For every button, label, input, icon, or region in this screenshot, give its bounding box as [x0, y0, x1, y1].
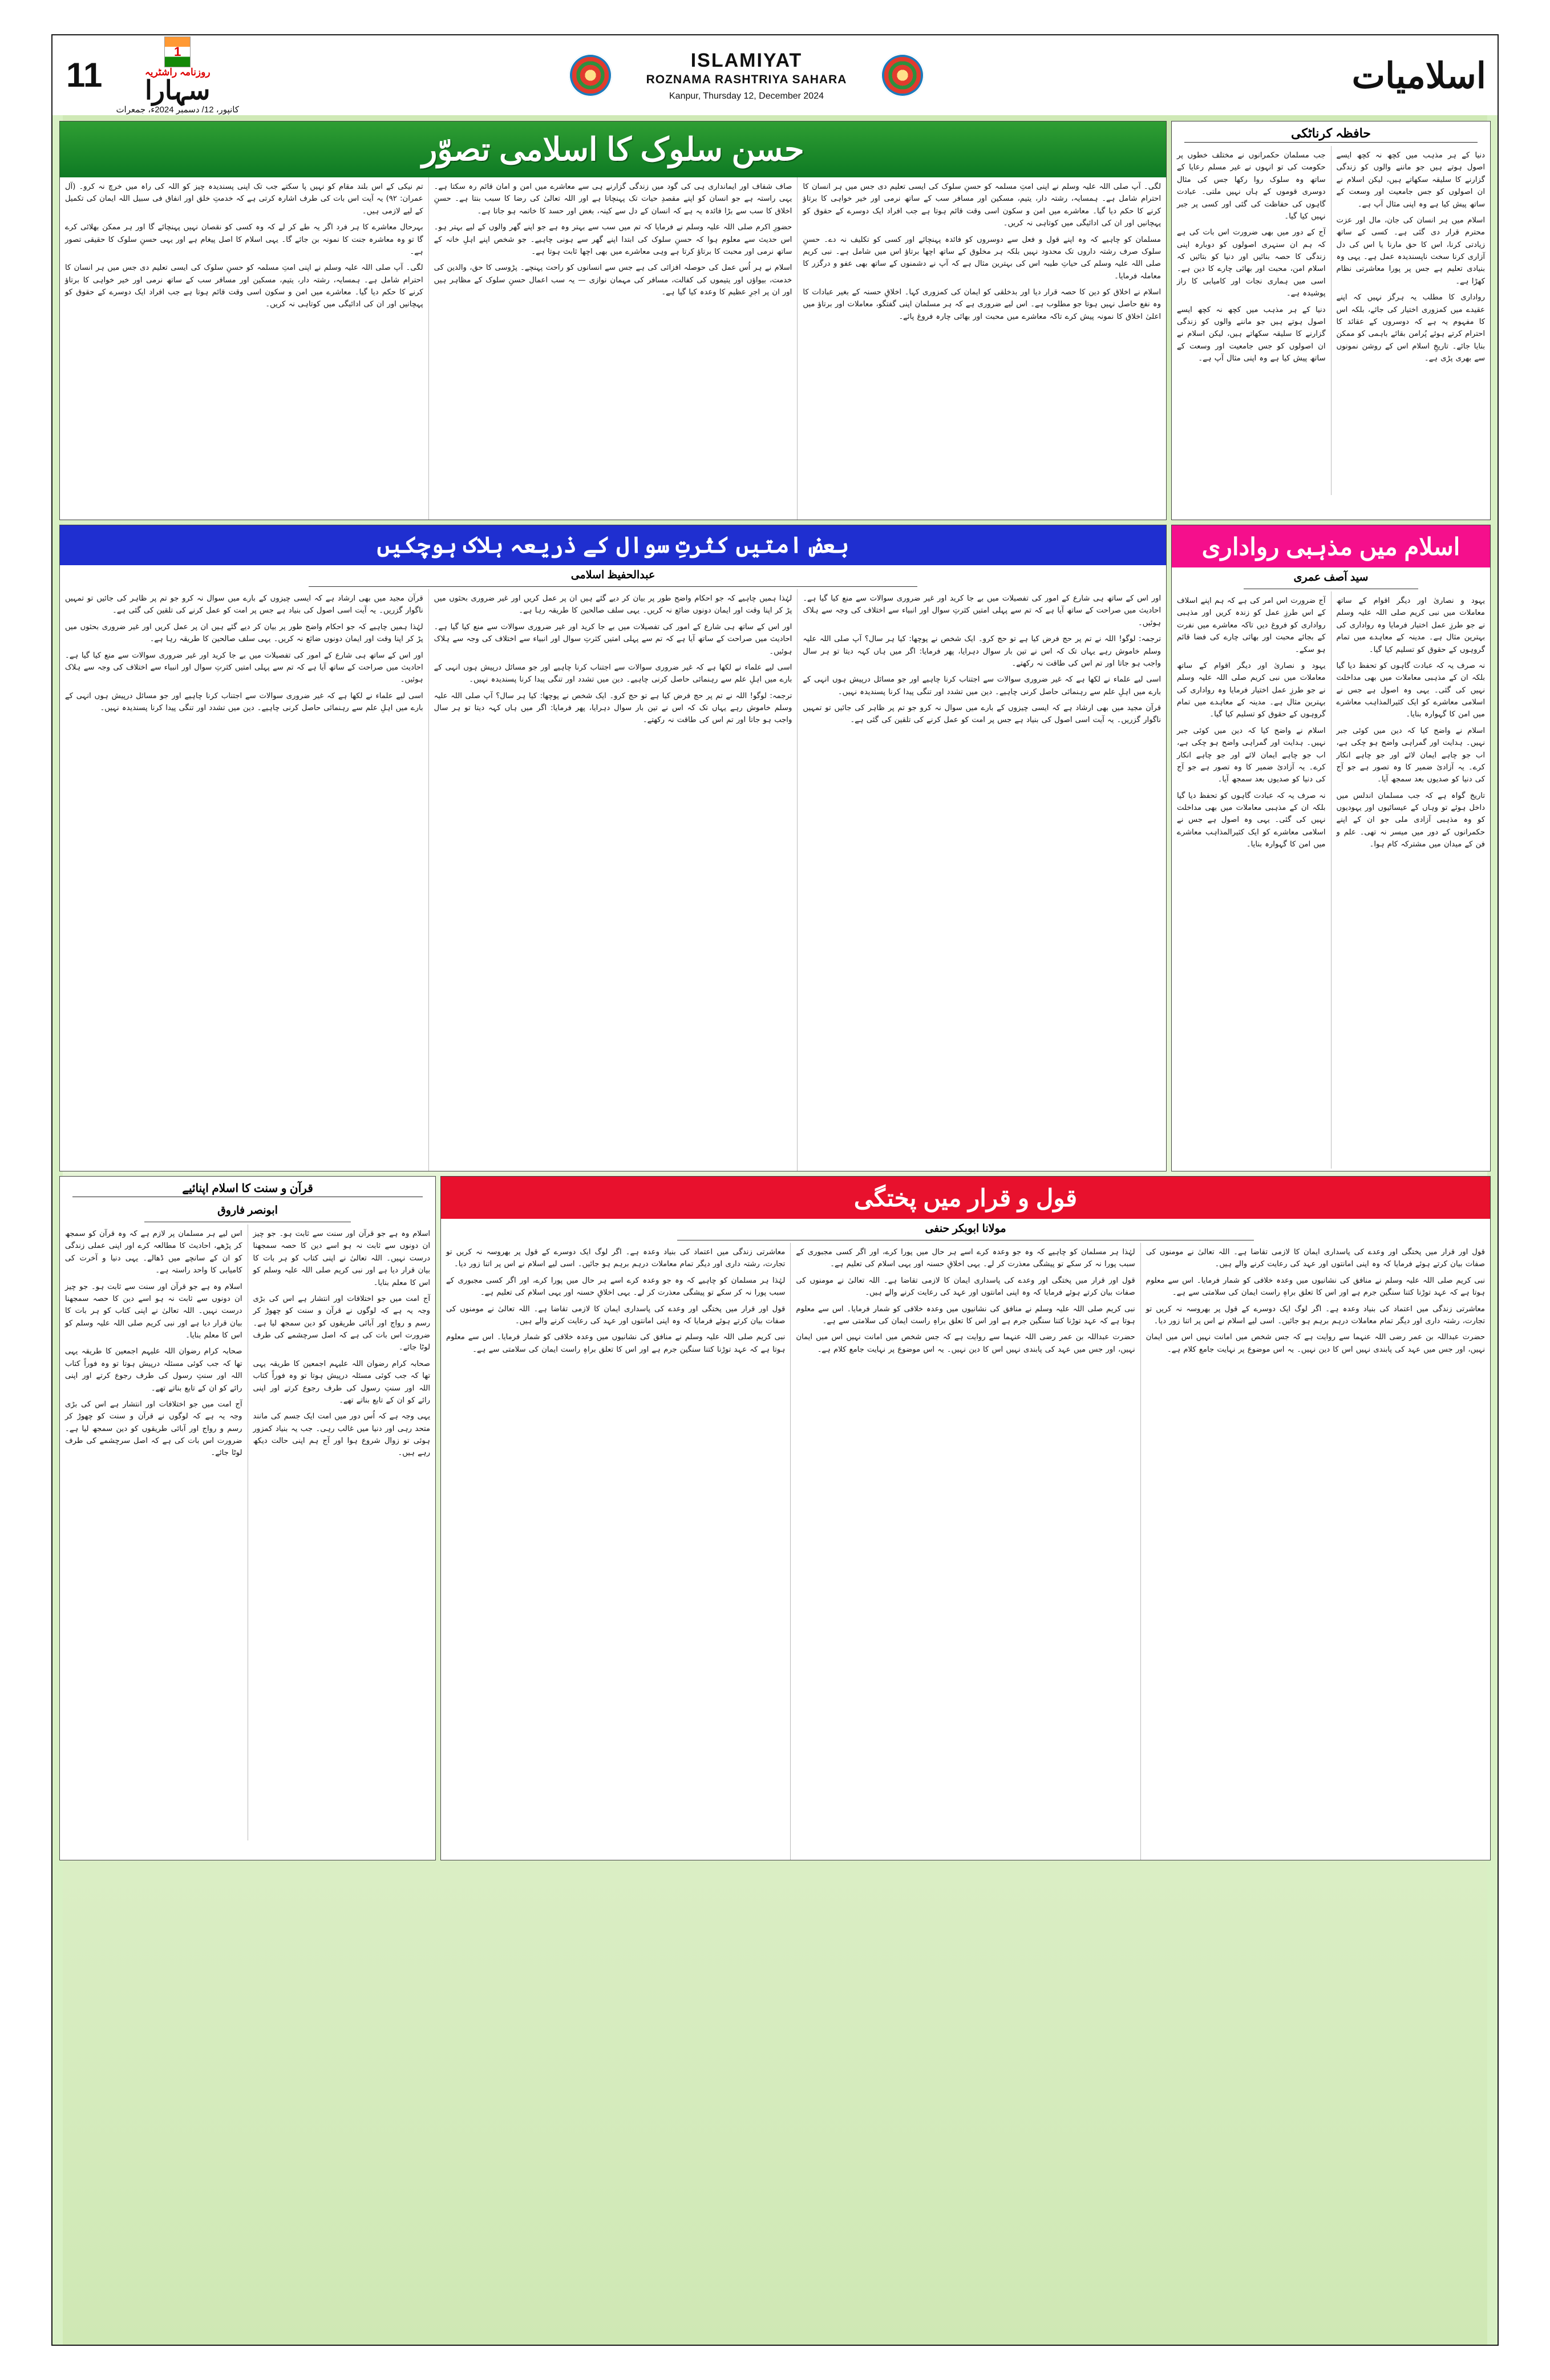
top-row: [59, 121, 1491, 520]
paragraph: اسلام نے واضح کیا کہ دین میں کوئی جبر نہیں۔ ہدایت اور گمراہی واضح ہو چکی ہے، اب جو چاہے ایمان لائے اور جو چاہے انکار کرے۔ یہ آزادیٔ ضمیر کا وہ تصور ہے جو آج کی دنیا کو صدیوں بعد سمجھ آیا۔: [1336, 726, 1485, 784]
red-article-columns: [441, 1243, 1490, 1860]
rosette-ornament-left: [569, 54, 612, 97]
paragraph: اور اس کے ساتھ ہی شارع کے امور کی تفصیلات میں بے جا کرید اور غیر ضروری سوالات سے منع کیا گیا ہے۔ احادیث میں صراحت کے ساتھ آیا ہے کہ تم سے پہلی امتیں کثرتِ سوال اور انبیاء سے اختلاف کی وجہ سے ہلاک ہوئیں۔: [803, 594, 1161, 627]
quran-sunnat-columns: [60, 1225, 435, 1840]
paragraph: قول اور قرار میں پختگی اور وعدے کی پاسداری ایمان کا لازمی تقاضا ہے۔ اللہ تعالیٰ نے مومنوں کی صفات بیان کرتے ہوئے فرمایا کہ وہ اپنی امانتوں اور عہد کی رعایت کرنے والے ہیں۔: [796, 1276, 1135, 1298]
paragraph: صاف شفاف اور ایمانداری ہی کی گود میں زندگی گزارنے ہی سے معاشرے میں امن و امان قائم رہ سکتا ہے۔ یہی راستہ ہے جو انسان کو اپنے مقصدِ حیات تک پہنچاتا ہے اور اللہ تعالیٰ کی رضا کا سبب بنتا ہے۔ حسنِ اخلاق کا سب سے بڑا فائدہ یہ ہے کہ انسان کے دل سے کینہ، بغض اور حسد کا خاتمہ ہو جاتا ہے۔: [434, 183, 792, 216]
hafiz-columns: [1172, 146, 1490, 495]
paragraph: اسلام نے ہر اُس عمل کی حوصلہ افزائی کی ہے جس سے انسانوں کو راحت پہنچے۔ پڑوسی کا حق، والدین کی خدمت، بیواؤں اور یتیموں کی کفالت، مسافر کی مہمان نوازی — یہ سب اعمال حسنِ سلوک کے مظاہر ہیں اور ان پر اجرِ عظیم کا وعدہ کیا گیا ہے۔: [434, 263, 792, 297]
paragraph: معاشرتی زندگی میں اعتماد کی بنیاد وعدہ ہے۔ اگر لوگ ایک دوسرے کے قول پر بھروسہ نہ کریں تو تجارت، رشتہ داری اور دیگر تمام معاملات درہم برہم ہو جائیں۔ اسی لیے اسلام نے اس پر اتنا زور دیا۔: [1146, 1304, 1485, 1325]
article-quran-sunnat: [59, 1176, 436, 1860]
paragraph: اور اس کے ساتھ ہی شارع کے امور کی تفصیلات میں بے جا کرید اور غیر ضروری سوالات سے منع کیا گیا ہے۔ احادیث میں صراحت کے ساتھ آیا ہے کہ تم سے پہلی امتیں کثرتِ سوال اور انبیاء سے اختلاف کی وجہ سے ہلاک ہوئیں۔: [434, 622, 792, 656]
paragraph: آج کے دور میں بھی ضرورت اس بات کی ہے کہ ہم ان سنہری اصولوں کو دوبارہ اپنی زندگی کا حصہ بنائیں اور دنیا کو بتائیں کہ اسلام امن، محبت اور بھائی چارے کا دین ہے۔ اسی میں ہماری نجات اور کامیابی کا راز پوشیدہ ہے۔: [1177, 228, 1326, 298]
middle-row: [59, 525, 1491, 1171]
paragraph: صحابہ کرام رضوان اللہ علیہم اجمعین کا طریقہ یہی تھا کہ جب کوئی مسئلہ درپیش ہوتا تو وہ فوراً کتاب اللہ اور سنتِ رسول کی طرف رجوع کرتے اور اپنی رائے کو ان کے تابع بناتے تھے۔: [65, 1347, 242, 1393]
paragraph: اسلام میں ہر انسان کی جان، مال اور عزت محترم قرار دی گئی ہے۔ کسی کے ساتھ زیادتی کرنا، اس کا حق مارنا یا اس کی دل آزاری کرنا سخت ناپسندیدہ عمل ہے۔ یہی وہ بنیادی تعلیم ہے جس پر پورا معاشرتی نظام کھڑا ہے۔: [1336, 216, 1485, 286]
paragraph: مسلمان کو چاہیے کہ وہ اپنے قول و فعل سے دوسروں کو فائدہ پہنچائے اور کسی کو تکلیف نہ دے۔ حسنِ سلوک صرف رشتہ داروں تک محدود نہیں بلکہ ہر مخلوق کے ساتھ اچھا برتاؤ اس میں شامل ہے۔ نبی کریم صلی اللہ علیہ وسلم کی حیاتِ طیبہ اس کی بہترین مثال ہے کہ آپ نے دشمنوں کے ساتھ بھی عفو و درگزر کا معاملہ فرمایا۔: [803, 235, 1161, 281]
rosette-ornament-right: [881, 54, 924, 97]
paragraph: تم نیکی کے اس بلند مقام کو نہیں پا سکتے جب تک اپنی پسندیدہ چیز کو اللہ کی راہ میں خرچ نہ کرو۔ (آل عمران: ۹۲) یہ آیت اس بات کی طرف اشارہ کرتی ہے کہ خدمتِ خلق اور انفاق فی سبیل اللہ ایمان کی تکمیل کے لیے لازمی ہیں۔: [64, 183, 423, 216]
masthead: [52, 35, 1498, 117]
paragraph: صحابہ کرام رضوان اللہ علیہم اجمعین کا طریقہ یہی تھا کہ جب کوئی مسئلہ درپیش ہوتا تو وہ فوراً کتاب اللہ اور سنتِ رسول کی طرف رجوع کرتے اور اپنی رائے کو ان کے تابع بناتے تھے۔: [253, 1359, 430, 1405]
article-red: [440, 1176, 1491, 1860]
paragraph: دنیا کے ہر مذہب میں کچھ نہ کچھ ایسے اصول ہوتے ہیں جو ماننے والوں کو زندگی گزارنے کا سلیقہ سکھاتے ہیں، لیکن اسلام نے ان اصولوں کو جس جامعیت اور وسعت کے ساتھ پیش کیا ہے وہ اپنی مثال آپ ہے۔: [1336, 151, 1485, 209]
pink-article-columns: [1172, 591, 1490, 1169]
paragraph: اسلام وہ ہے جو قرآن اور سنت سے ثابت ہو۔ جو چیز ان دونوں سے ثابت نہ ہو اسے دین کا حصہ سمجھنا درست نہیں۔ اللہ تعالیٰ نے اپنی کتاب کو ہر بات کا بیان قرار دیا ہے اور نبی کریم صلی اللہ علیہ وسلم کو اس کا معلم بنایا۔: [65, 1282, 242, 1340]
article-column: [1331, 146, 1491, 495]
article-column: [1172, 591, 1331, 1169]
flag-icon: 1: [164, 37, 191, 67]
paragraph: لگی۔ آپ صلی اللہ علیہ وسلم نے اپنی امتِ مسلمہ کو حسنِ سلوک کی ایسی تعلیم دی جس میں ہر انسان کا احترام شامل ہے۔ ہمسایہ، رشتہ دار، یتیم، مسکین اور مسافر سب کے ساتھ نرمی اور خیر خواہی کا برتاؤ کرنے کا حکم دیا گیا۔ معاشرے میں امن و سکون اسی وقت قائم ہوتا ہے جب افراد ایک دوسرے کے حقوق کو پہچانیں اور ان کی ادائیگی میں کوتاہی نہ کریں۔: [64, 263, 423, 309]
logo-top-line: روزنامہ راشٹریہ: [144, 67, 211, 78]
paragraph: حضورِ اکرم صلی اللہ علیہ وسلم نے فرمایا کہ تم میں سب سے بہتر وہ ہے جو اپنے گھر والوں کے لیے بہتر ہو۔ اس حدیث سے معلوم ہوا کہ حسنِ سلوک کی ابتدا اپنے گھر سے ہونی چاہیے۔ جو شخص اپنے اہلِ خانہ کے ساتھ نرمی اور محبت کا برتاؤ کرتا ہے وہی معاشرے میں بھی اچھا ثابت ہوتا ہے۔: [434, 223, 792, 256]
article-hafiz-column: [1171, 121, 1491, 520]
paragraph: دنیا کے ہر مذہب میں کچھ نہ کچھ ایسے اصول ہوتے ہیں جو ماننے والوں کو زندگی گزارنے کا سلیقہ سکھاتے ہیں، لیکن اسلام نے ان اصولوں کو جس جامعیت اور وسعت کے ساتھ پیش کیا ہے وہ اپنی مثال آپ ہے۔: [1177, 305, 1326, 363]
article-column: [797, 177, 1166, 520]
paragraph: اسلام نے اخلاق کو دین کا حصہ قرار دیا اور بدخلقی کو ایمان کی کمزوری کہا۔ اخلاقِ حسنہ کے بغیر عبادات کا وہ نفع حاصل نہیں ہوتا جو مطلوب ہے۔ اس لیے ضروری ہے کہ ہر مسلمان اپنی گفتگو، معاملات اور برتاؤ میں اعلیٰ اخلاق کا نمونہ پیش کرے تاکہ معاشرے میں محبت اور بھائی چارہ فروغ پائے۔: [803, 288, 1161, 321]
paragraph: نہ صرف یہ کہ عبادت گاہوں کو تحفظ دیا گیا بلکہ ان کے مذہبی معاملات میں بھی مداخلت نہیں کی گئی۔ یہی وہ اصول ہے جس نے اسلامی معاشرے کو ایک کثیرالمذاہب معاشرے میں امن کا گہوارہ بنایا۔: [1336, 661, 1485, 719]
bottom-row: [59, 1176, 1491, 1860]
article-column: [1172, 146, 1331, 495]
paragraph: اور اس کے ساتھ ہی شارع کے امور کی تفصیلات میں بے جا کرید اور غیر ضروری سوالات سے منع کیا گیا ہے۔ احادیث میں صراحت کے ساتھ آیا ہے کہ تم سے پہلی امتیں کثرتِ سوال اور انبیاء سے اختلاف کی وجہ سے ہلاک ہوئیں۔: [64, 651, 423, 684]
byline: سید آصف عمری: [1293, 571, 1369, 583]
section-title-en: ISLAMIYAT: [690, 49, 803, 71]
article-column: [441, 1243, 790, 1860]
logo-main-title: سہارا: [144, 75, 211, 105]
divider: [309, 586, 917, 587]
paragraph: حضرت عبداللہ بن عمر رضی اللہ عنہما سے روایت ہے کہ جس شخص میں امانت نہیں اس میں ایمان نہیں، اور جس میں عہد کی پابندی نہیں اس کا دین نہیں۔ یہ اس موضوع پر نہایت جامع کلام ہے۔: [1146, 1333, 1485, 1354]
paragraph: یہود و نصاریٰ اور دیگر اقوام کے ساتھ معاملات میں نبی کریم صلی اللہ علیہ وسلم نے جو طرزِ عمل اختیار فرمایا وہ رواداری کی بہترین مثال ہے۔ مدینہ کے معاہدے میں تمام گروہوں کے حقوق کو تسلیم کیا گیا۔: [1336, 597, 1485, 654]
byline: عبدالحفیظ اسلامی: [570, 569, 655, 581]
page-frame: [51, 34, 1499, 2346]
quran-sunnat-headline: قرآن و سنت کا اسلام اپنائیے: [182, 1182, 313, 1195]
paragraph: اسلام وہ ہے جو قرآن اور سنت سے ثابت ہو۔ جو چیز ان دونوں سے ثابت نہ ہو اسے دین کا حصہ سمجھنا درست نہیں۔ اللہ تعالیٰ نے اپنی کتاب کو ہر بات کا بیان قرار دیا ہے اور نبی کریم صلی اللہ علیہ وسلم کو اس کا معلم بنایا۔: [253, 1230, 430, 1287]
paragraph: قول اور قرار میں پختگی اور وعدے کی پاسداری ایمان کا لازمی تقاضا ہے۔ اللہ تعالیٰ نے مومنوں کی صفات بیان کرتے ہوئے فرمایا کہ وہ اپنی امانتوں اور عہد کی رعایت کرنے والے ہیں۔: [1146, 1248, 1485, 1269]
article-blue: [59, 525, 1167, 1171]
paragraph: لگی۔ آپ صلی اللہ علیہ وسلم نے اپنی امتِ مسلمہ کو حسنِ سلوک کی ایسی تعلیم دی جس میں ہر انسان کا احترام شامل ہے۔ ہمسایہ، رشتہ دار، یتیم، مسکین اور مسافر سب کے ساتھ نرمی اور خیر خواہی کا برتاؤ کرنے کا حکم دیا گیا۔ معاشرے میں امن و سکون اسی وقت قائم ہوتا ہے جب افراد ایک دوسرے کے حقوق کو پہچانیں اور ان کی ادائیگی میں کوتاہی نہ کریں۔: [803, 183, 1161, 228]
byline: ابونصر فاروق: [217, 1205, 278, 1217]
blue-headline: بعض امتیں کثرتِ سوال کے ذریعہ ہلاک ہوچکیں: [60, 525, 1166, 565]
article-column: [60, 177, 428, 520]
masthead-right: [1252, 55, 1498, 96]
masthead-left: [52, 35, 241, 115]
divider: [1184, 142, 1478, 143]
paragraph: اس لیے ہر مسلمان پر لازم ہے کہ وہ قرآن کو سمجھ کر پڑھے، احادیث کا مطالعہ کرے اور اپنی عملی زندگی کو ان کے سانچے میں ڈھالے۔ یہی دنیا و آخرت کی کامیابی کا واحد راستہ ہے۔: [65, 1230, 242, 1275]
byline: مولانا ابوبکر حنفی: [925, 1223, 1006, 1235]
article-pink: [1171, 525, 1491, 1171]
edition-date-en: Kanpur, Thursday 12, December 2024: [669, 91, 824, 102]
paragraph: ترجمہ: لوگو! اللہ نے تم پر حج فرض کیا ہے تو حج کرو۔ ایک شخص نے پوچھا: کیا ہر سال؟ آپ صلی اللہ علیہ وسلم خاموش رہے یہاں تک کہ اس نے تین بار سوال دہرایا، پھر فرمایا: اگر میں ہاں کہہ دیتا تو ہر سال واجب ہو جاتا اور تم اس کی طاقت نہ رکھتے۔: [803, 635, 1161, 668]
paragraph: نہ صرف یہ کہ عبادت گاہوں کو تحفظ دیا گیا بلکہ ان کے مذہبی معاملات میں بھی مداخلت نہیں کی گئی۔ یہی وہ اصول ہے جس نے اسلامی معاشرے کو ایک کثیرالمذاہب معاشرے میں امن کا گہوارہ بنایا۔: [1177, 791, 1326, 849]
paragraph: تاریخ گواہ ہے کہ جب مسلمان اندلس میں داخل ہوئے تو وہاں کے عیسائیوں اور یہودیوں کو وہ مذہبی آزادی ملی جو ان کے اپنے حکمرانوں کے دور میں میسر نہ تھی۔ علم و فن کے میدان میں مشترکہ کام ہوا۔: [1336, 791, 1485, 849]
page-number: 11: [66, 56, 103, 94]
paragraph: نبی کریم صلی اللہ علیہ وسلم نے منافق کی نشانیوں میں وعدہ خلافی کو شمار فرمایا۔ اس سے معلوم ہوتا ہے کہ عہد توڑنا کتنا سنگین جرم ہے اور اس کا تعلق براہِ راست ایمان کی سلامتی سے ہے۔: [1146, 1276, 1485, 1298]
main-article-columns: [60, 177, 1166, 520]
paragraph: لہٰذا ہر مسلمان کو چاہیے کہ وہ جو وعدہ کرے اسے ہر حال میں پورا کرے، اور اگر کسی مجبوری کے سبب پورا نہ کر سکے تو پیشگی معذرت کر لے۔ یہی اخلاقِ حسنہ اور یہی اسلام کی تعلیم ہے۔: [796, 1248, 1135, 1269]
article-column: [797, 589, 1166, 1171]
paragraph: آج امت میں جو اختلافات اور انتشار ہے اس کی بڑی وجہ یہ ہے کہ لوگوں نے قرآن و سنت کو چھوڑ کر رسم و رواج اور آبائی طریقوں کو دین سمجھ لیا ہے۔ ضرورت اس بات کی ہے کہ اصل سرچشمے کی طرف لوٹا جائے۔: [253, 1294, 430, 1352]
blue-article-columns: [60, 589, 1166, 1171]
content-area: [52, 115, 1498, 2345]
masthead-title-block: [646, 48, 847, 103]
logo-date-line: کانپور، 12/ دسمبر 2024ء، جمعرات: [116, 105, 239, 115]
paragraph: آج امت میں جو اختلافات اور انتشار ہے اس کی بڑی وجہ یہ ہے کہ لوگوں نے قرآن و سنت کو چھوڑ کر رسم و رواج اور آبائی طریقوں کو دین سمجھ لیا ہے۔ ضرورت اس بات کی ہے کہ اصل سرچشمے کی طرف لوٹا جائے۔: [65, 1400, 242, 1458]
article-column: [60, 1225, 248, 1840]
article-column: [428, 177, 798, 520]
article-column: [60, 589, 428, 1171]
paragraph: اسی لیے علماء نے لکھا ہے کہ غیر ضروری سوالات سے اجتناب کرنا چاہیے اور جو مسائل درپیش ہوں انہی کے بارے میں اہلِ علم سے رہنمائی حاصل کرنی چاہیے۔ دین میں تشدد اور تنگی پیدا کرنا پسندیدہ نہیں۔: [434, 663, 792, 684]
paragraph: قول اور قرار میں پختگی اور وعدے کی پاسداری ایمان کا لازمی تقاضا ہے۔ اللہ تعالیٰ نے مومنوں کی صفات بیان کرتے ہوئے فرمایا کہ وہ اپنی امانتوں اور عہد کی رعایت کرنے والے ہیں۔: [446, 1304, 786, 1325]
pink-headline: اسلام میں مذہبی رواداری: [1172, 525, 1490, 567]
paragraph: اسی لیے علماء نے لکھا ہے کہ غیر ضروری سوالات سے اجتناب کرنا چاہیے اور جو مسائل درپیش ہوں انہی کے بارے میں اہلِ علم سے رہنمائی حاصل کرنی چاہیے۔ دین میں تشدد اور تنگی پیدا کرنا پسندیدہ نہیں۔: [803, 675, 1161, 696]
paragraph: یہود و نصاریٰ اور دیگر اقوام کے ساتھ معاملات میں نبی کریم صلی اللہ علیہ وسلم نے جو طرزِ عمل اختیار فرمایا وہ رواداری کی بہترین مثال ہے۔ مدینہ کے معاہدے میں تمام گروہوں کے حقوق کو تسلیم کیا گیا۔: [1177, 661, 1326, 719]
paragraph: رواداری کا مطلب یہ ہرگز نہیں کہ اپنے عقیدے میں کمزوری اختیار کی جائے، بلکہ اس کا مفہوم یہ ہے کہ دوسروں کے عقائد کا احترام کرتے ہوئے پُرامن بقائے باہمی کو ممکن بنایا جائے۔ تاریخِ اسلام اس کے روشن نمونوں سے بھری پڑی ہے۔: [1336, 293, 1485, 363]
paragraph: قرآن مجید میں بھی ارشاد ہے کہ ایسی چیزوں کے بارے میں سوال نہ کرو جو تم پر ظاہر کی جائیں تو تمہیں ناگوار گزریں۔ یہ آیت اسی اصول کی بنیاد ہے جس پر امت کو عمل کرنے کی تلقین کی گئی ہے۔: [64, 594, 423, 615]
column-section-title: حافظہ کرناٹکی: [1291, 126, 1371, 140]
article-main-headline: [59, 121, 1167, 520]
masthead-center: [241, 48, 1252, 103]
paper-title-en: ROZNAMA RASHTRIYA SAHARA: [646, 73, 847, 87]
paragraph: نبی کریم صلی اللہ علیہ وسلم نے منافق کی نشانیوں میں وعدہ خلافی کو شمار فرمایا۔ اس سے معلوم ہوتا ہے کہ عہد توڑنا کتنا سنگین جرم ہے اور اس کا تعلق براہِ راست ایمان کی سلامتی سے ہے۔: [446, 1333, 786, 1354]
paragraph: لہٰذا ہمیں چاہیے کہ جو احکام واضح طور پر بیان کر دیے گئے ہیں ان پر عمل کریں اور غیر ضروری بحثوں میں پڑ کر اپنا وقت اور ایمان دونوں ضائع نہ کریں۔ یہی سلف صالحین کا طریقہ رہا ہے۔: [434, 594, 792, 615]
paragraph: جب مسلمان حکمرانوں نے مختلف خطوں پر حکومت کی تو انہوں نے غیر مسلم رعایا کے ساتھ وہ سلوک روا رکھا جس کی مثال دوسری قوموں کے ہاں نہیں ملتی۔ عبادت گاہوں کی حفاظت کی گئی اور کسی پر جبر نہیں کیا گیا۔: [1177, 151, 1326, 221]
paragraph: معاشرتی زندگی میں اعتماد کی بنیاد وعدہ ہے۔ اگر لوگ ایک دوسرے کے قول پر بھروسہ نہ کریں تو تجارت، رشتہ داری اور دیگر تمام معاملات درہم برہم ہو جائیں۔ اسی لیے اسلام نے اس پر اتنا زور دیا۔: [446, 1248, 786, 1269]
paragraph: قرآن مجید میں بھی ارشاد ہے کہ ایسی چیزوں کے بارے میں سوال نہ کرو جو تم پر ظاہر کی جائیں تو تمہیں ناگوار گزریں۔ یہ آیت اسی اصول کی بنیاد ہے جس پر امت کو عمل کرنے کی تلقین کی گئی ہے۔: [803, 704, 1161, 725]
publication-logo: [116, 37, 239, 114]
paragraph: آج ضرورت اس امر کی ہے کہ ہم اپنے اسلاف کے اس طرزِ عمل کو زندہ کریں اور مذہبی رواداری کو فروغ دیں تاکہ معاشرے میں نفرت کے بجائے محبت اور بھائی چارے کی فضا قائم ہو سکے۔: [1177, 597, 1326, 654]
article-column: [1140, 1243, 1490, 1860]
paragraph: نبی کریم صلی اللہ علیہ وسلم نے منافق کی نشانیوں میں وعدہ خلافی کو شمار فرمایا۔ اس سے معلوم ہوتا ہے کہ عہد توڑنا کتنا سنگین جرم ہے اور اس کا تعلق براہِ راست ایمان کی سلامتی سے ہے۔: [796, 1304, 1135, 1325]
paragraph: یہی وجہ ہے کہ اُس دور میں امت ایک جسم کی مانند متحد رہی اور دنیا میں غالب رہی۔ جب یہ بنیاد کمزور ہوئی تو زوال شروع ہوا اور آج ہم اپنی حالت دیکھ رہے ہیں۔: [253, 1412, 430, 1458]
paragraph: حضرت عبداللہ بن عمر رضی اللہ عنہما سے روایت ہے کہ جس شخص میں امانت نہیں اس میں ایمان نہیں، اور جس میں عہد کی پابندی نہیں اس کا دین نہیں۔ یہ اس موضوع پر نہایت جامع کلام ہے۔: [796, 1333, 1135, 1354]
section-title-ur: اسلامیات: [1351, 56, 1486, 96]
paragraph: ترجمہ: لوگو! اللہ نے تم پر حج فرض کیا ہے تو حج کرو۔ ایک شخص نے پوچھا: کیا ہر سال؟ آپ صلی اللہ علیہ وسلم خاموش رہے یہاں تک کہ اس نے تین بار سوال دہرایا، پھر فرمایا: اگر میں ہاں کہہ دیتا تو ہر سال واجب ہو جاتا اور تم اس کی طاقت نہ رکھتے۔: [434, 691, 792, 725]
article-column: [248, 1225, 436, 1840]
article-column: [1331, 591, 1491, 1169]
paragraph: لہٰذا ہر مسلمان کو چاہیے کہ وہ جو وعدہ کرے اسے ہر حال میں پورا کرے، اور اگر کسی مجبوری کے سبب پورا نہ کر سکے تو پیشگی معذرت کر لے۔ یہی اخلاقِ حسنہ اور یہی اسلام کی تعلیم ہے۔: [446, 1276, 786, 1298]
paragraph: بہرحال معاشرے کا ہر فرد اگر یہ طے کر لے کہ وہ کسی کو نقصان نہیں پہنچائے گا اور ہر ممکن بھلائی کرے گا تو وہ معاشرہ جنت کا نمونہ بن جائے گا۔ یہی اسلام کا اصل پیغام ہے اور یہی حسنِ سلوک کا حقیقی تصور ہے۔: [64, 223, 423, 256]
paragraph: لہٰذا ہمیں چاہیے کہ جو احکام واضح طور پر بیان کر دیے گئے ہیں ان پر عمل کریں اور غیر ضروری بحثوں میں پڑ کر اپنا وقت اور ایمان دونوں ضائع نہ کریں۔ یہی سلف صالحین کا طریقہ رہا ہے۔: [64, 622, 423, 644]
red-headline: قول و قرار میں پختگی: [441, 1177, 1490, 1219]
paragraph: اسلام نے واضح کیا کہ دین میں کوئی جبر نہیں۔ ہدایت اور گمراہی واضح ہو چکی ہے، اب جو چاہے ایمان لائے اور جو چاہے انکار کرے۔ یہ آزادیٔ ضمیر کا وہ تصور ہے جو آج کی دنیا کو صدیوں بعد سمجھ آیا۔: [1177, 726, 1326, 784]
article-column: [428, 589, 798, 1171]
article-column: [790, 1243, 1140, 1860]
main-headline: حسن سلوک کا اسلامی تصوّر: [60, 121, 1166, 177]
paragraph: اسی لیے علماء نے لکھا ہے کہ غیر ضروری سوالات سے اجتناب کرنا چاہیے اور جو مسائل درپیش ہوں انہی کے بارے میں اہلِ علم سے رہنمائی حاصل کرنی چاہیے۔ دین میں تشدد اور تنگی پیدا کرنا پسندیدہ نہیں۔: [64, 691, 423, 712]
